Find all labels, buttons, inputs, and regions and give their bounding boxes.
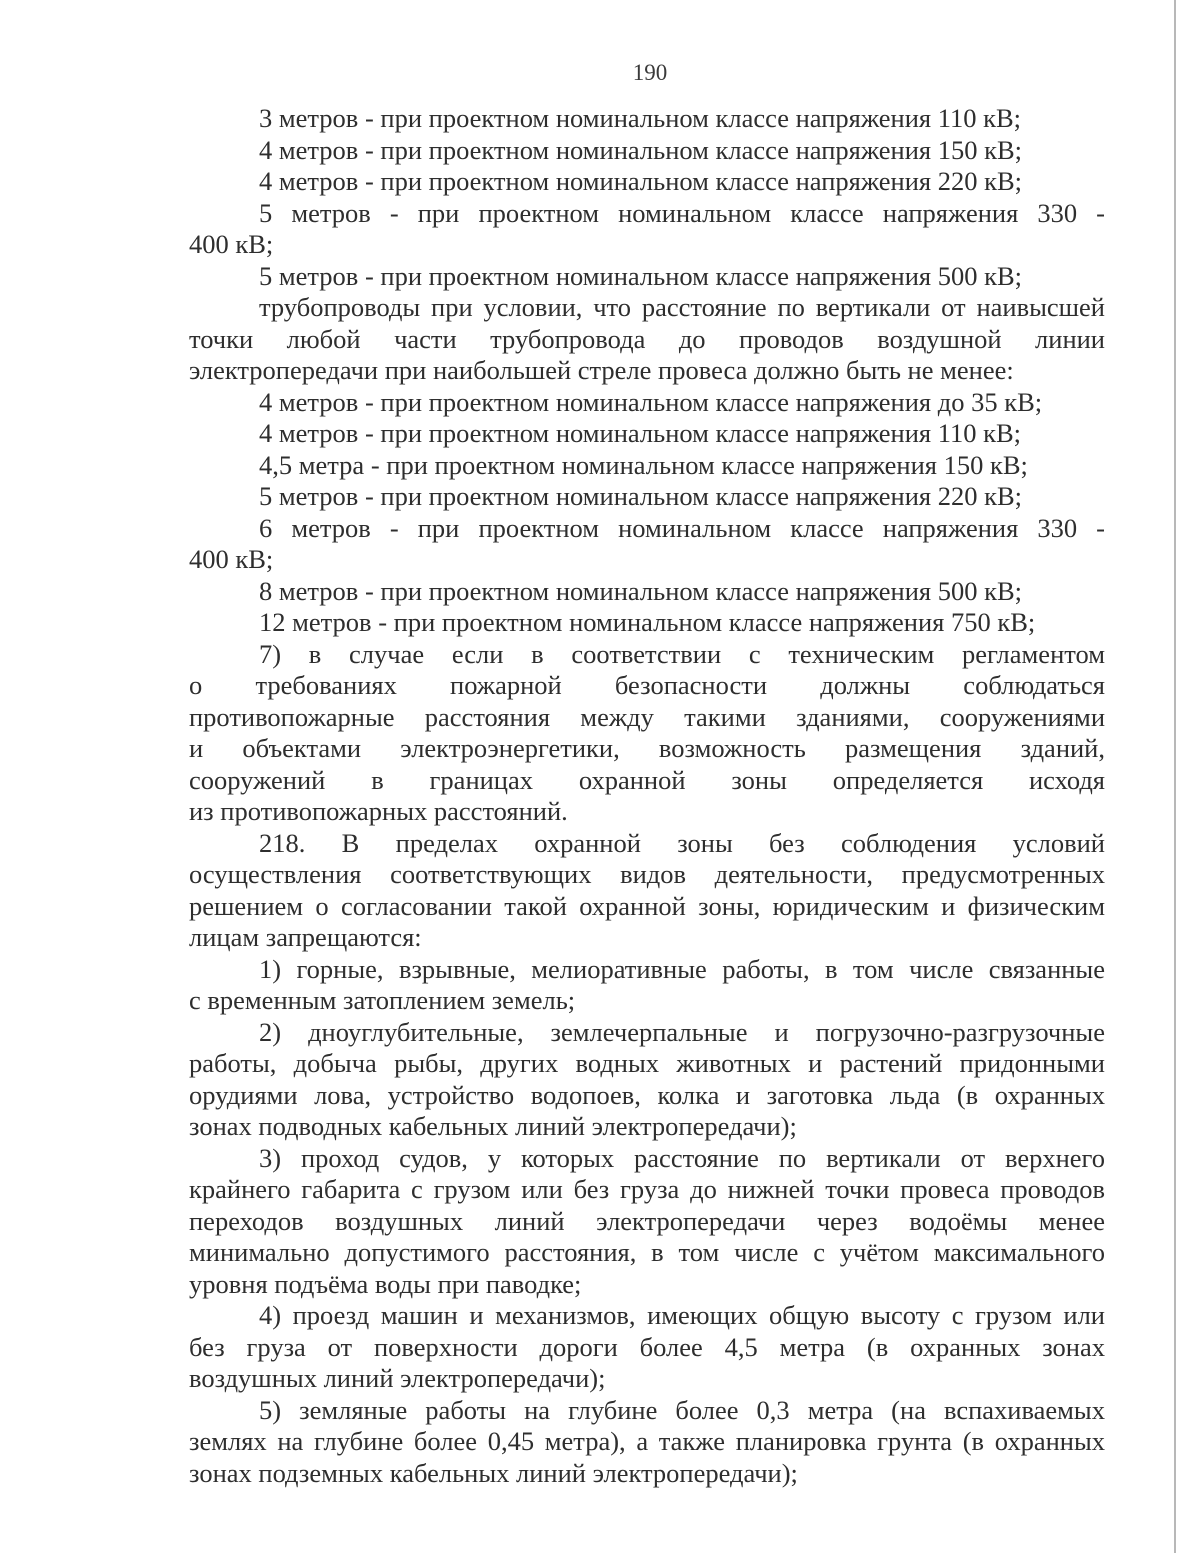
text-line: 218. В пределах охранной зоны без соблюдения условий	[259, 827, 1105, 858]
text-line: лицам запрещаются:	[189, 922, 422, 952]
text-line: 7) в случае если в соответствии с техническим регламентом	[259, 638, 1105, 669]
page-edge-line	[1174, 0, 1176, 1553]
page-number: 190	[632, 60, 668, 85]
text-line: и объектами электроэнергетики, возможность размещения зданий,	[189, 733, 1105, 763]
body-text	[189, 103, 1105, 1489]
text-line: землях на глубине более 0,45 метра), а также планировка грунта (в охранных	[189, 1426, 1105, 1456]
text-line: 400 кВ;	[189, 544, 274, 574]
text-line: переходов воздушных линий электропередачи через водоёмы менее	[189, 1205, 1105, 1236]
text-line: о требованиях пожарной безопасности должны соблюдаться	[189, 670, 1105, 700]
text-line: 5 метров - при проектном номинальном классе напряжения 500 кВ;	[259, 260, 1023, 291]
text-line: без груза от поверхности дороги более 4,5 метра (в охранных зонах	[189, 1331, 1105, 1362]
text-line: 4,5 метра - при проектном номинальном классе напряжения 150 кВ;	[259, 449, 1028, 480]
text-line: уровня подъёма воды при паводке;	[189, 1268, 582, 1299]
text-line: 12 метров - при проектном номинальном классе напряжения 750 кВ;	[259, 607, 1036, 637]
text-line: 6 метров - при проектном номинальном классе напряжения 330 -	[259, 512, 1105, 543]
text-line: электропередачи при наибольшей стреле провеса должно быть не менее:	[189, 355, 1014, 385]
text-line: зонах подземных кабельных линий электропередачи);	[189, 1457, 798, 1488]
text-line: 3) проход судов, у которых расстояние по вертикали от верхнего	[259, 1142, 1105, 1173]
text-line: с временным затоплением земель;	[189, 985, 576, 1015]
text-line: 8 метров - при проектном номинальном классе напряжения 500 кВ;	[259, 575, 1023, 606]
text-line: 4) проезд машин и механизмов, имеющих общую высоту с грузом или	[259, 1300, 1105, 1330]
text-line: 5) земляные работы на глубине более 0,3 метра (на вспахиваемых	[259, 1394, 1105, 1425]
text-line: сооружений в границах охранной зоны определяется исходя	[189, 764, 1105, 795]
text-line: точки любой части трубопровода до проводов воздушной линии	[189, 323, 1105, 354]
text-line: противопожарные расстояния между такими зданиями, сооружениями	[189, 701, 1105, 732]
text-line: 4 метров - при проектном номинальном классе напряжения 220 кВ;	[259, 166, 1023, 196]
text-line: минимально допустимого расстояния, в том числе с учётом максимального	[189, 1237, 1105, 1267]
text-line: 5 метров - при проектном номинальном классе напряжения 330 -	[259, 197, 1105, 228]
text-line: осуществления соответствующих видов деятельности, предусмотренных	[189, 859, 1105, 889]
text-line: 1) горные, взрывные, мелиоративные работы, в том числе связанные	[259, 953, 1105, 984]
text-line: 3 метров - при проектном номинальном классе напряжения 110 кВ;	[259, 103, 1022, 133]
text-line: крайнего габарита с грузом или без груза до нижней точки провеса проводов	[189, 1174, 1105, 1204]
text-line: 2) дноуглубительные, землечерпальные и погрузочно-разгрузочные	[259, 1016, 1105, 1047]
text-line: работы, добыча рыбы, других водных животных и растений придонными	[189, 1048, 1105, 1078]
text-line: 4 метров - при проектном номинальном классе напряжения 150 кВ;	[259, 134, 1023, 165]
text-line: воздушных линий электропередачи);	[189, 1363, 606, 1393]
text-line: 4 метров - при проектном номинальном классе напряжения 110 кВ;	[259, 418, 1022, 448]
text-line: зонах подводных кабельных линий электропередачи);	[189, 1111, 797, 1141]
text-line: 5 метров - при проектном номинальном классе напряжения 220 кВ;	[259, 481, 1023, 511]
text-line: трубопроводы при условии, что расстояние по вертикали от наивысшей	[259, 292, 1105, 322]
text-line: 4 метров - при проектном номинальном классе напряжения до 35 кВ;	[259, 386, 1043, 417]
text-line: 400 кВ;	[189, 229, 274, 259]
text-line: орудиями лова, устройство водопоев, колка и заготовка льда (в охранных	[189, 1079, 1105, 1110]
text-line: решением о согласовании такой охранной зоны, юридическим и физическим	[189, 890, 1105, 921]
text-line: из противопожарных расстояний.	[189, 796, 568, 826]
